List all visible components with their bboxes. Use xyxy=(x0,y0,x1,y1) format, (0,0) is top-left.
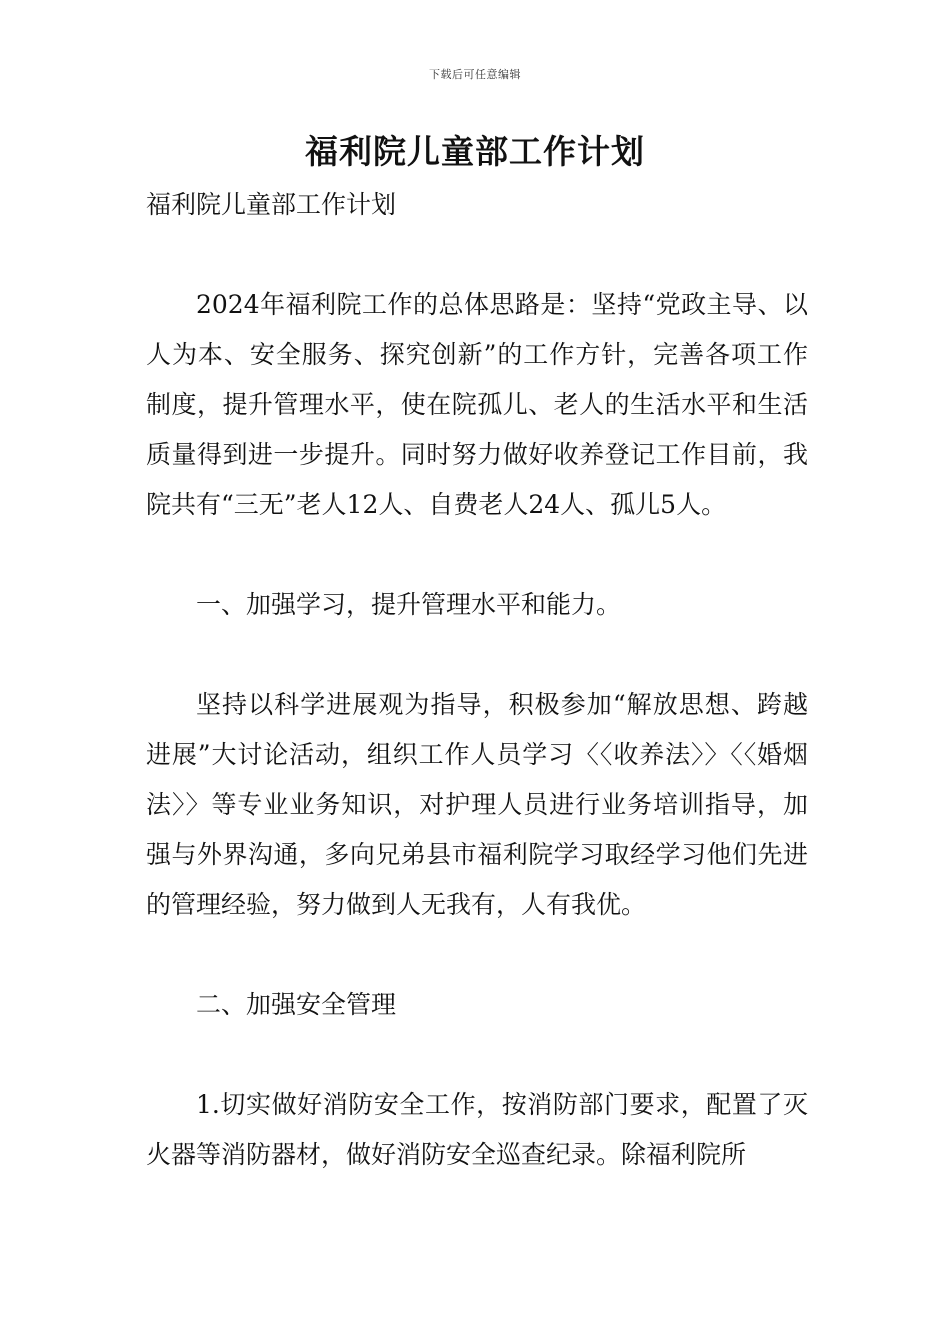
document-subtitle: 福利院儿童部工作计划 xyxy=(146,190,397,219)
document-body xyxy=(146,180,808,1180)
document-title: 福利院儿童部工作计划 xyxy=(305,132,645,171)
download-note: 下载后可任意编辑 xyxy=(429,68,521,81)
section-heading-safety: 二、加强安全管理 xyxy=(196,990,397,1019)
paragraph-fire-safety: 1.切实做好消防安全工作，按消防部门要求，配置了灭火器等消防器材，做好消防安全巡查纪录。除福利院所 xyxy=(146,1090,808,1169)
section-heading-learning: 一、加强学习，提升管理水平和能力。 xyxy=(196,590,622,619)
paragraph-learning: 坚持以科学进展观为指导，积极参加“解放思想、跨越进展”大讨论活动，组织工作人员学习〈〈收养法〉〉〈〈婚烟法〉〉等专业业务知识，对护理人员进行业务培训指导，加强与外界沟通，多向兄弟县市福利院学习取经学习他们先进的管理经验，努力做到人无我有，人有我优。 xyxy=(146,690,808,919)
paragraph-overview: 2024年福利院工作的总体思路是：坚持“党政主导、以人为本、安全服务、探究创新”的工作方针，完善各项工作制度，提升管理水平，使在院孤儿、老人的生活水平和生活质量得到进一步提升。同时努力做好收养登记工作目前，我院共有“三无”老人12人、自费老人24人、孤儿5人。 xyxy=(146,290,808,519)
